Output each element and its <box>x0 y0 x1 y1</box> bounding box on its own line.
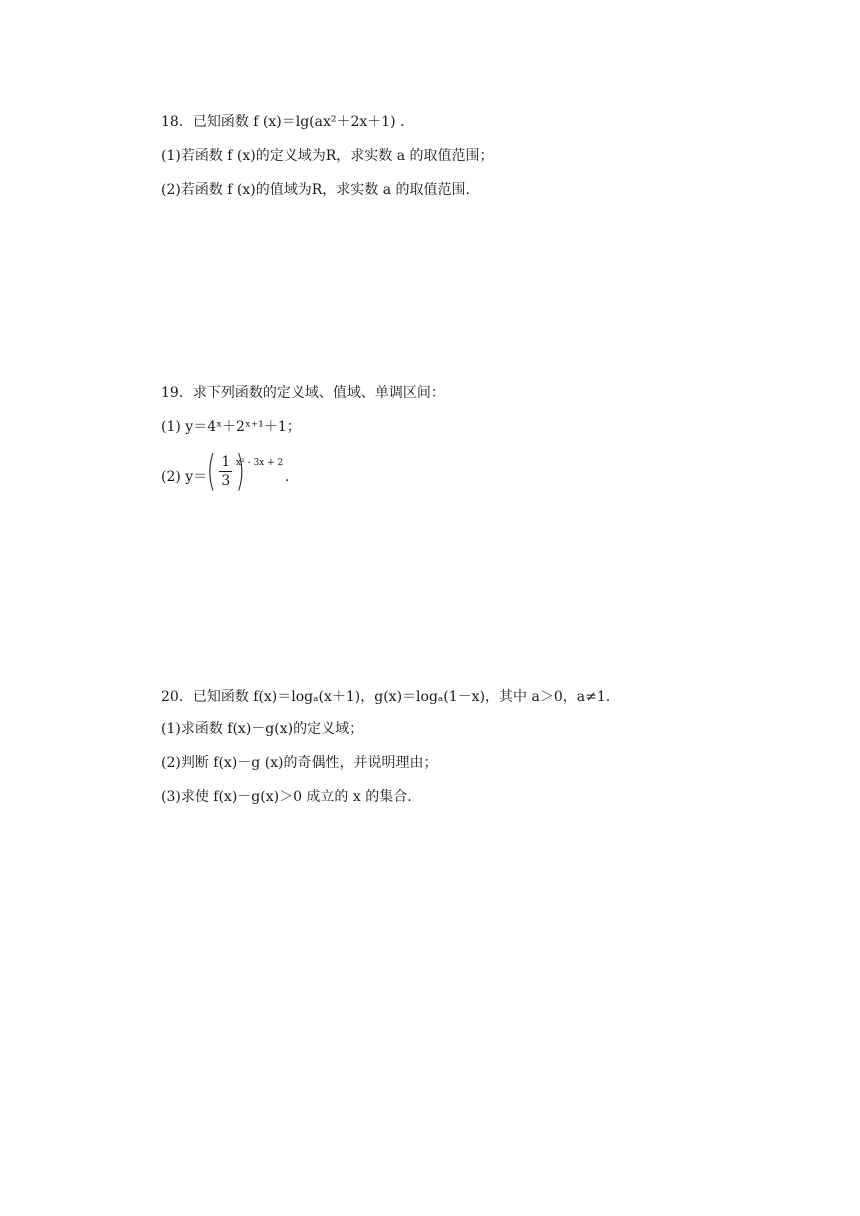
q20-part1: (1)求函数 f(x)－g(x)的定义域； <box>161 721 364 737</box>
fraction-denominator: 3 <box>221 472 231 489</box>
q20-part2: (2)判断 f(x)－g (x)的奇偶性，并说明理由； <box>161 755 438 771</box>
fraction-numerator: 1 <box>221 453 231 470</box>
q18-part1: (1)若函数 f (x)的定义域为R，求实数 a 的取值范围； <box>161 148 494 164</box>
q19-part2-label: (2) y＝ <box>161 469 208 485</box>
q18-stem-text: 18．已知函数 <box>161 114 254 130</box>
q18-stem <box>161 113 414 131</box>
q19-stem: 19．求下列函数的定义域、值域、单调区间： <box>161 385 445 401</box>
fraction <box>219 453 232 490</box>
q20-part3: (3)求使 f(x)－g(x)＞0 成立的 x 的集合. <box>161 789 412 805</box>
right-paren-icon: ) <box>236 446 246 495</box>
q18-part2: (2)若函数 f (x)的值域为R，求实数 a 的取值范围. <box>161 182 470 198</box>
q19-part2-exponent: x² - 3x + 2 <box>236 458 284 468</box>
q18-stem-formula: f (x)＝lg(ax²＋2x＋1) ． <box>253 114 415 130</box>
left-paren-icon: ( <box>206 446 216 495</box>
q19-part1: (1) y＝4ˣ＋2ˣ⁺¹＋1； <box>161 419 301 435</box>
q20-stem: 20．已知函数 f(x)＝logₐ(x＋1)，g(x)＝logₐ(1－x)，其中 a＞0，a≠1. <box>161 689 611 705</box>
q19-part2-end: . <box>285 469 290 485</box>
